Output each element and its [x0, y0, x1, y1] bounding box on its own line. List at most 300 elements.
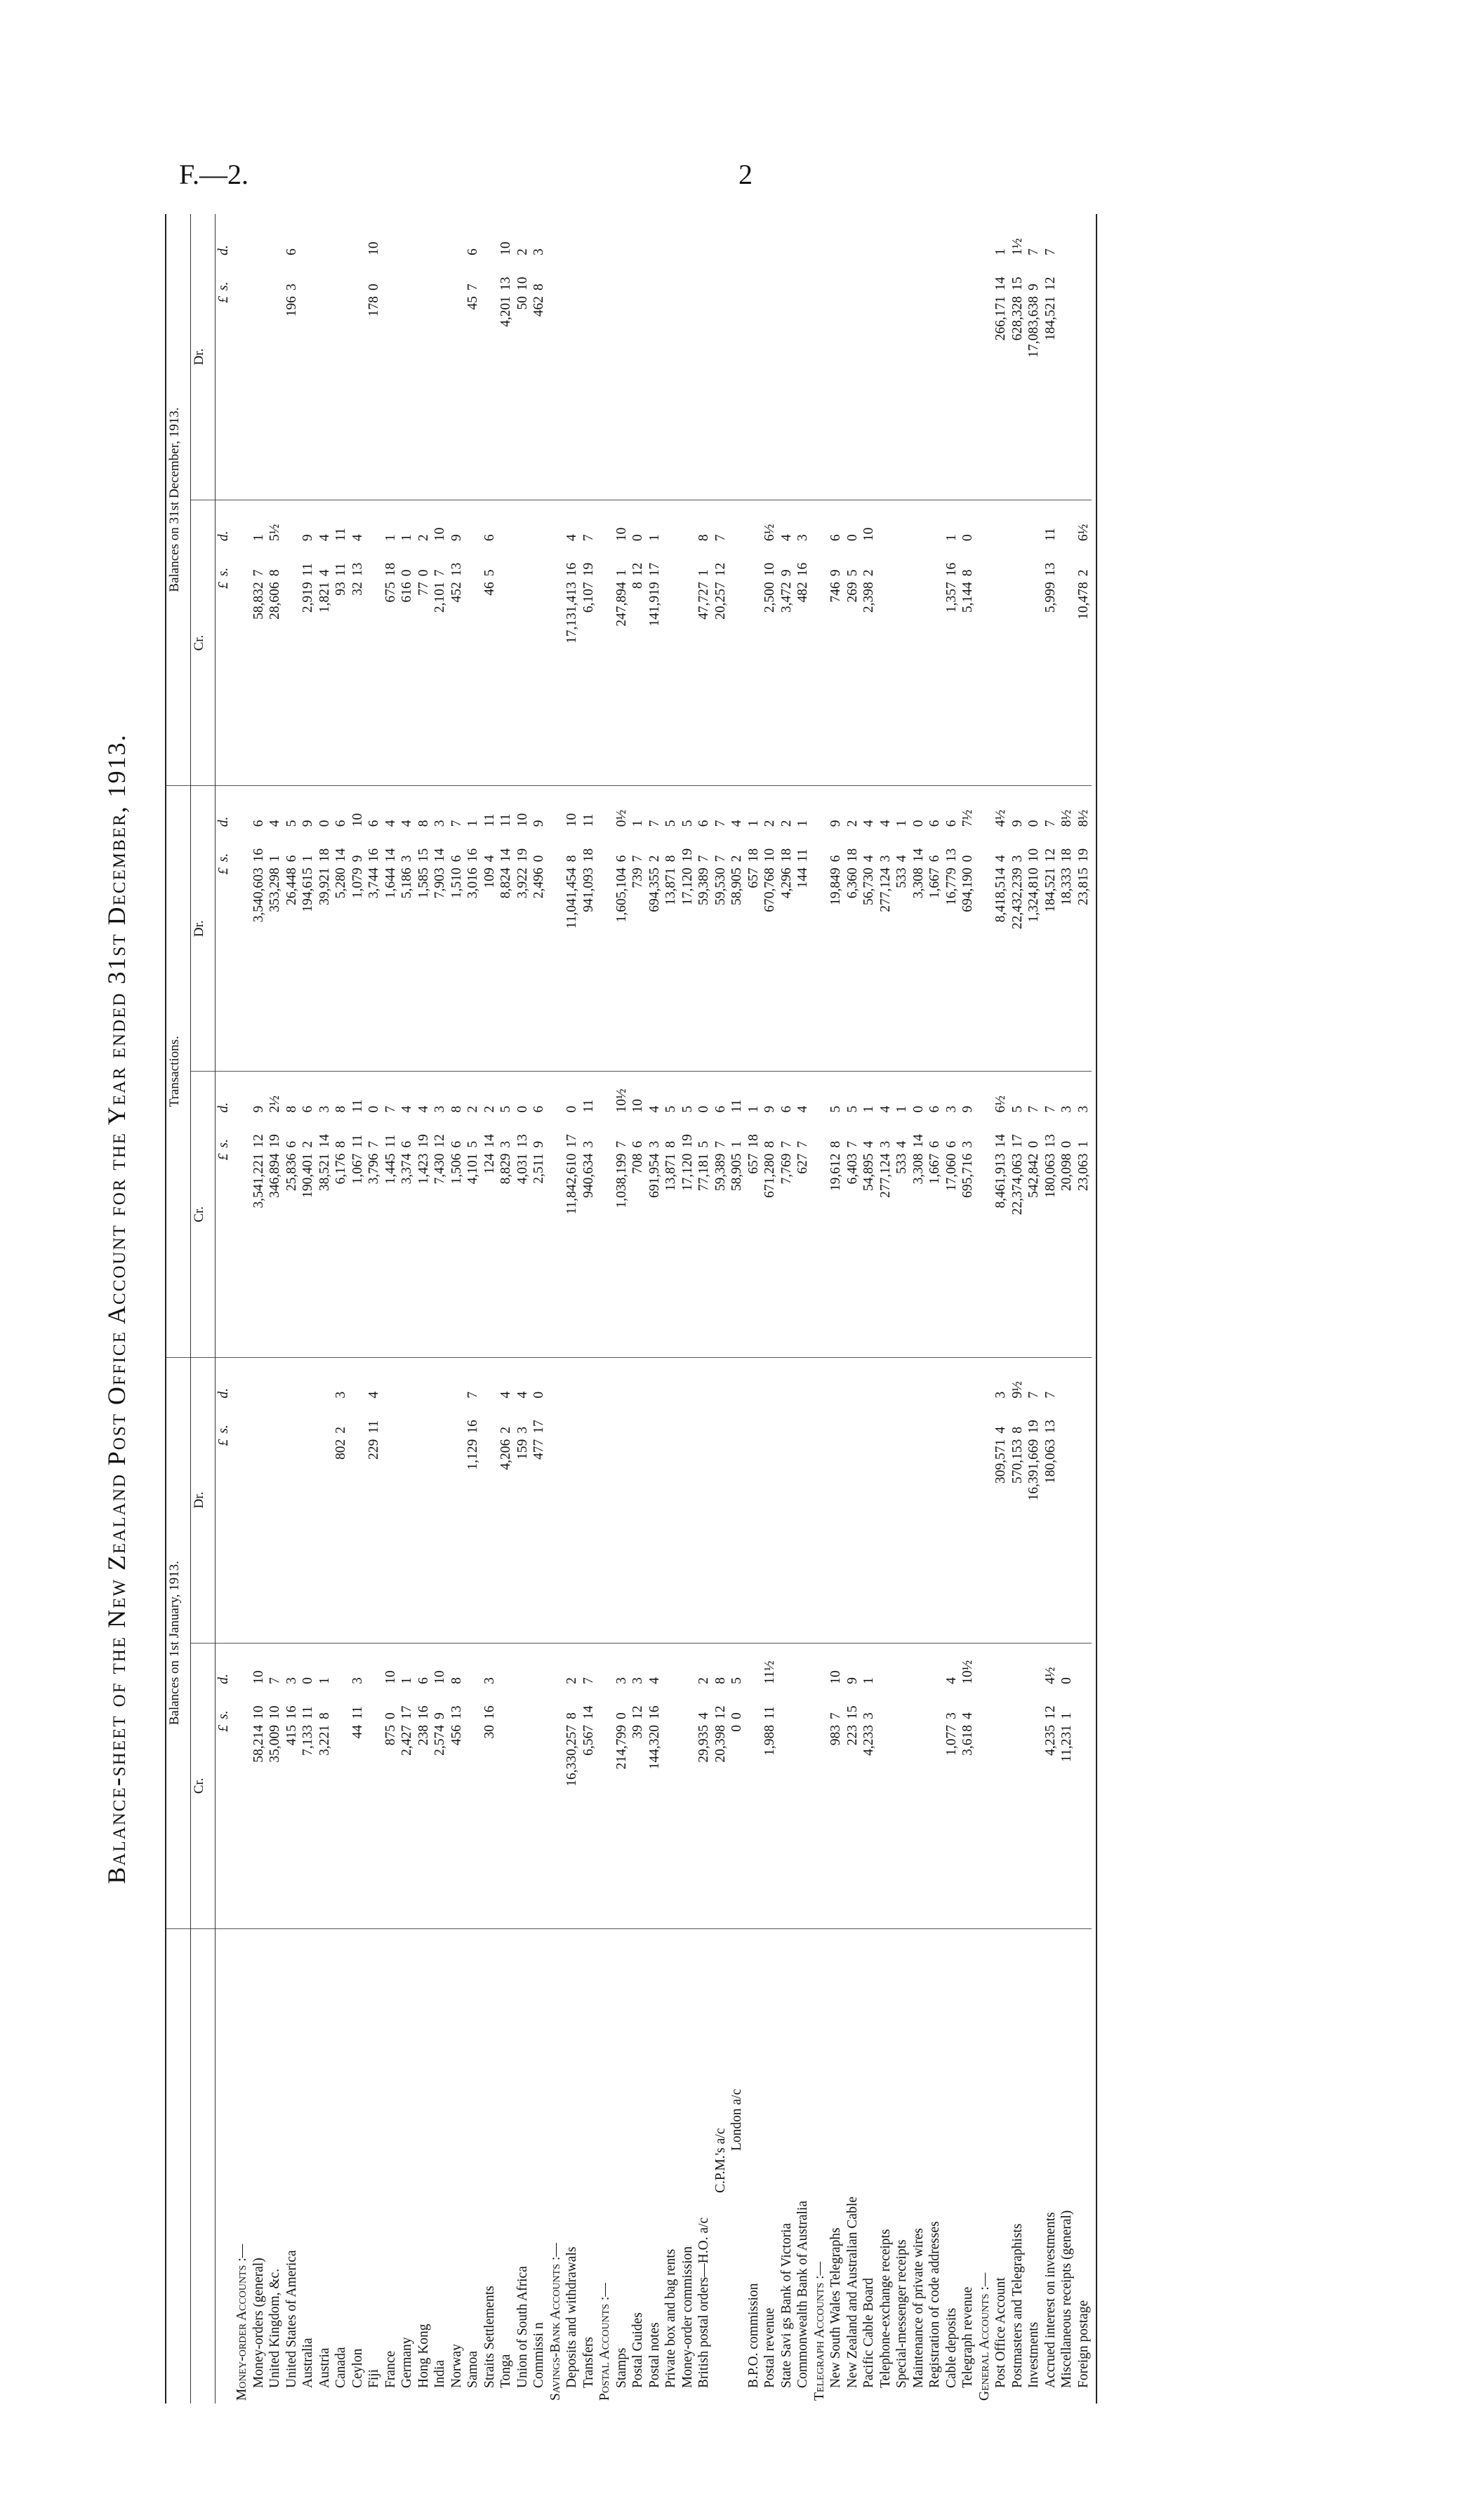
unit-pounds: £ — [216, 293, 234, 500]
amount-pounds — [663, 1722, 680, 1928]
amount-pence: 11 — [581, 1099, 596, 1113]
amount-shillings — [746, 1401, 762, 1436]
amount-pounds — [548, 865, 564, 1071]
amount-shillings — [1009, 544, 1026, 579]
amount-pence: 4 — [267, 820, 282, 827]
amount-pounds: 1,605,104 — [614, 865, 630, 1071]
amount-shillings — [317, 258, 333, 293]
amount-shillings: 0 — [960, 855, 975, 862]
amount-pence: 4 — [399, 820, 414, 827]
amount-shillings — [713, 258, 729, 293]
amount-pence — [663, 1357, 680, 1401]
amount-pounds: 17,083,638 — [1026, 293, 1042, 500]
table-row — [333, 214, 350, 2404]
amount-pence — [976, 214, 993, 258]
amount-pence: 10½ — [614, 1088, 629, 1113]
amount-shillings: 3 — [1009, 855, 1025, 862]
amount-shillings — [927, 1687, 943, 1722]
amount-pence — [614, 1357, 630, 1401]
amount-shillings: 17 — [564, 1134, 579, 1148]
amount-shillings — [1075, 1401, 1092, 1436]
amount-pounds: 670,768 — [762, 865, 779, 1071]
amount-pence: 3 — [630, 1677, 645, 1684]
amount-pence — [1075, 214, 1092, 258]
amount-pounds — [234, 293, 251, 500]
table-row — [1075, 214, 1092, 2404]
amount-shillings — [383, 258, 399, 293]
amount-shillings — [943, 258, 960, 293]
amount-pence — [680, 1643, 696, 1687]
amount-pounds: 56,730 — [861, 865, 877, 1071]
amount-pounds — [993, 1722, 1009, 1928]
row-label: Miscellaneous receipts (general) — [1059, 2210, 1074, 2388]
amount-pence — [894, 1643, 910, 1687]
amount-pence — [779, 1643, 795, 1687]
amount-pounds: 5,280 — [333, 865, 350, 1071]
amount-pence: 4 — [564, 534, 579, 542]
amount-shillings — [597, 1401, 614, 1436]
amount-pounds — [828, 1436, 844, 1643]
amount-pence — [366, 1643, 383, 1687]
amount-shillings: 10 — [1026, 848, 1041, 862]
amount-pence: 1 — [993, 248, 1008, 255]
amount-pounds: 8,418,514 — [993, 865, 1009, 1071]
table-row — [465, 214, 482, 2404]
amount-pounds — [663, 293, 680, 500]
amount-pence: 6 — [713, 1105, 728, 1113]
amount-pence: 10½ — [960, 1660, 975, 1684]
col-header-opening-dr: Dr. — [191, 1357, 216, 1643]
amount-pounds: 3,016 — [465, 865, 482, 1071]
amount-pence: 1 — [746, 1105, 761, 1113]
amount-pence: 6 — [927, 820, 942, 827]
amount-shillings — [432, 1401, 449, 1436]
amount-shillings: 8 — [1009, 1427, 1025, 1434]
col-header-closing-cr: Cr. — [191, 500, 216, 785]
amount-shillings: 10 — [762, 562, 777, 577]
amount-pounds — [597, 579, 614, 785]
amount-pence: 5½ — [267, 524, 282, 542]
amount-pounds — [647, 1436, 663, 1643]
amount-pence: 9½ — [1009, 1381, 1025, 1399]
row-label: Private box and bag rents — [663, 2248, 678, 2388]
amount-pence — [993, 1643, 1009, 1687]
amount-shillings: 14 — [581, 1705, 596, 1719]
amount-shillings: 3 — [581, 1140, 596, 1148]
amount-pounds — [828, 293, 844, 500]
amount-shillings — [482, 258, 498, 293]
amount-pence — [383, 214, 399, 258]
row-label: B.P.O. commission — [746, 2283, 761, 2388]
amount-pence: 3 — [1075, 1105, 1091, 1113]
amount-pence: 9 — [251, 1105, 266, 1113]
balance-table — [165, 214, 1097, 2404]
amount-shillings: 8 — [663, 1140, 678, 1148]
unit-shillings: s. — [216, 1425, 231, 1434]
amount-pence — [779, 214, 795, 258]
amount-shillings: 4 — [993, 855, 1008, 862]
amount-shillings — [910, 544, 927, 579]
amount-pounds: 3,922 — [515, 865, 531, 1071]
amount-shillings — [449, 1401, 465, 1436]
amount-pence: 7 — [581, 1677, 596, 1684]
amount-shillings: 12 — [432, 1134, 447, 1148]
amount-pounds — [927, 1722, 943, 1928]
amount-pence — [811, 1357, 828, 1401]
amount-shillings — [927, 1401, 943, 1436]
amount-pence: 7 — [383, 1105, 398, 1113]
amount-shillings — [696, 1401, 713, 1436]
amount-shillings: 4 — [861, 1140, 876, 1148]
amount-pounds — [251, 1436, 267, 1643]
section-heading: Telegraph Accounts :— — [811, 2261, 827, 2401]
amount-shillings: 8 — [762, 1140, 777, 1148]
amount-pence: 7 — [713, 534, 728, 542]
amount-pence — [746, 1643, 762, 1687]
amount-pence — [976, 786, 993, 830]
amount-shillings: 14 — [498, 848, 513, 862]
amount-shillings: 12 — [630, 562, 645, 577]
amount-shillings — [597, 1687, 614, 1722]
amount-pence — [581, 1357, 597, 1401]
amount-shillings — [779, 1401, 795, 1436]
amount-pounds — [614, 1436, 630, 1643]
table-row — [877, 214, 894, 2404]
amount-pounds: 1,357 — [943, 579, 960, 785]
amount-shillings: 7 — [465, 284, 480, 291]
amount-pence — [729, 1357, 746, 1401]
amount-pence — [828, 214, 844, 258]
row-label: Norway — [449, 2344, 464, 2388]
unit-shillings: s. — [216, 1710, 231, 1719]
amount-pence: 0 — [1026, 820, 1041, 827]
amount-shillings: 13 — [943, 848, 959, 862]
amount-pounds: 77,181 — [696, 1151, 713, 1357]
amount-shillings — [910, 1401, 927, 1436]
amount-pounds: 2,101 — [432, 579, 449, 785]
amount-shillings — [581, 1401, 597, 1436]
table-row — [284, 214, 300, 2404]
amount-pence: 9 — [828, 820, 843, 827]
amount-pence: 11 — [1042, 528, 1058, 542]
amount-shillings: 10 — [267, 1705, 282, 1719]
amount-pence: 8 — [416, 820, 431, 827]
amount-pounds: 194,615 — [300, 865, 317, 1071]
amount-pounds: 19,612 — [828, 1151, 844, 1357]
amount-pence — [713, 1357, 729, 1401]
amount-pence — [234, 214, 251, 258]
amount-shillings: 3 — [943, 1712, 959, 1719]
amount-pence: 10 — [366, 241, 381, 255]
amount-shillings — [811, 1401, 828, 1436]
amount-pounds — [234, 1151, 251, 1357]
amount-shillings — [531, 1687, 548, 1722]
amount-pence — [515, 500, 531, 544]
amount-pounds — [960, 1436, 976, 1643]
amount-shillings: 0 — [399, 569, 414, 577]
amount-shillings — [581, 258, 597, 293]
amount-pounds — [333, 293, 350, 500]
amount-shillings: 13 — [1042, 562, 1058, 577]
amount-pence — [251, 1357, 267, 1401]
group-header-transactions: Transactions. — [166, 786, 191, 1357]
amount-shillings — [251, 258, 267, 293]
amount-pence — [1026, 1643, 1042, 1687]
amount-shillings: 17 — [647, 562, 662, 577]
amount-pence — [943, 214, 960, 258]
amount-pounds: 2,919 — [300, 579, 317, 785]
amount-pounds: 1,510 — [449, 865, 465, 1071]
amount-pounds: 59,530 — [713, 865, 729, 1071]
row-label: Union of South Africa — [515, 2266, 530, 2388]
amount-pence — [1059, 500, 1075, 544]
table-row — [746, 214, 762, 2404]
amount-pounds — [234, 1722, 251, 1928]
amount-pounds: 802 — [333, 1436, 350, 1643]
amount-pence — [482, 1357, 498, 1401]
amount-pence: 4 — [366, 1391, 381, 1399]
amount-pounds: 694,355 — [647, 865, 663, 1071]
row-label: Accrued interest on investments — [1042, 2212, 1058, 2388]
amount-pence: 9 — [449, 534, 464, 542]
amount-shillings — [844, 258, 861, 293]
amount-shillings — [779, 258, 795, 293]
unit-shillings: s. — [216, 1139, 231, 1148]
amount-pounds — [614, 293, 630, 500]
amount-pence — [976, 1357, 993, 1401]
amount-pounds: 39 — [630, 1722, 647, 1928]
amount-pence: 1 — [861, 1677, 876, 1684]
amount-shillings: 13 — [1042, 1420, 1058, 1434]
amount-shillings — [976, 258, 993, 293]
amount-pounds — [432, 293, 449, 500]
amount-shillings — [663, 544, 680, 579]
table-row — [680, 214, 696, 2404]
amount-pence: 7½ — [960, 809, 975, 827]
amount-shillings: 4 — [894, 1140, 909, 1148]
amount-shillings: 2 — [498, 1427, 513, 1434]
amount-pence: 4 — [647, 1105, 662, 1113]
amount-pence: 2 — [465, 1105, 480, 1113]
amount-pounds — [1026, 1722, 1042, 1928]
amount-shillings: 13 — [449, 562, 464, 577]
amount-pence — [746, 214, 762, 258]
amount-shillings: 19 — [1026, 1420, 1041, 1434]
amount-pence: 4 — [383, 820, 398, 827]
amount-pounds: 23,815 — [1075, 865, 1092, 1071]
amount-pounds: 17,131,413 — [564, 579, 581, 785]
amount-pounds: 2,427 — [399, 1722, 416, 1928]
amount-pence — [548, 1357, 564, 1401]
amount-shillings — [234, 1401, 251, 1436]
amount-shillings: 0 — [366, 284, 381, 291]
table-row — [663, 214, 680, 2404]
amount-pounds — [1059, 293, 1075, 500]
amount-pounds: 3,221 — [317, 1722, 333, 1928]
amount-shillings — [1059, 1401, 1075, 1436]
table-row — [1042, 214, 1059, 2404]
amount-pounds — [531, 579, 548, 785]
amount-shillings — [531, 544, 548, 579]
amount-pounds: 1,445 — [383, 1151, 399, 1357]
amount-pence — [251, 214, 267, 258]
amount-pence: 6 — [943, 820, 959, 827]
amount-pence — [564, 1357, 581, 1401]
amount-pounds — [597, 1722, 614, 1928]
amount-pence: 7 — [713, 820, 728, 827]
amount-shillings: 6 — [449, 855, 464, 862]
amount-pence — [993, 500, 1009, 544]
amount-pounds: 695,716 — [960, 1151, 976, 1357]
amount-pounds: 16,330,257 — [564, 1722, 581, 1928]
amount-pence: 7 — [581, 534, 596, 542]
amount-pounds — [910, 1722, 927, 1928]
amount-pounds: 124 — [482, 1151, 498, 1357]
amount-pence: 4½ — [1042, 1667, 1058, 1684]
amount-shillings — [399, 1401, 416, 1436]
amount-shillings: 1 — [300, 855, 315, 862]
amount-pounds — [416, 1436, 432, 1643]
amount-shillings — [317, 1401, 333, 1436]
amount-shillings: 18 — [317, 848, 332, 862]
row-label: India — [432, 2359, 447, 2388]
row-label: Samoa — [465, 2350, 480, 2388]
amount-pounds — [729, 293, 746, 500]
row-label: Canada — [333, 2347, 348, 2388]
amount-shillings: 7 — [614, 1140, 629, 1148]
amount-pence — [910, 214, 927, 258]
amount-pence — [234, 1357, 251, 1401]
amount-pence — [564, 214, 581, 258]
amount-pounds: 616 — [399, 579, 416, 785]
amount-pounds: 8,461,913 — [993, 1151, 1009, 1357]
amount-pounds — [795, 1722, 811, 1928]
amount-shillings — [779, 1687, 795, 1722]
amount-pence — [663, 1643, 680, 1687]
amount-pence: 6 — [927, 1105, 942, 1113]
amount-shillings — [548, 1687, 564, 1722]
amount-pence — [597, 214, 614, 258]
amount-shillings: 5 — [465, 1140, 480, 1148]
amount-pounds: 29,935 — [696, 1722, 713, 1928]
amount-shillings — [861, 258, 877, 293]
amount-pounds — [267, 293, 284, 500]
amount-pounds — [680, 579, 696, 785]
amount-pounds — [811, 1151, 828, 1357]
amount-pence: 11 — [333, 528, 348, 542]
amount-pounds — [548, 1151, 564, 1357]
amount-shillings — [877, 1401, 894, 1436]
amount-pence — [531, 500, 548, 544]
amount-pounds — [877, 293, 894, 500]
amount-shillings — [267, 258, 284, 293]
col-header-opening-cr: Cr. — [191, 1643, 216, 1928]
table-row — [713, 214, 729, 2404]
row-label: Pacific Cable Board — [861, 2277, 876, 2388]
amount-pence — [861, 214, 877, 258]
amount-shillings — [1075, 1687, 1092, 1722]
amount-pounds — [366, 1722, 383, 1928]
row-label: Stamps — [614, 2347, 629, 2388]
amount-pounds — [564, 293, 581, 500]
amount-shillings: 1 — [1059, 1712, 1074, 1719]
amount-pence — [844, 214, 861, 258]
amount-shillings — [976, 829, 993, 865]
amount-shillings: 14 — [993, 1134, 1008, 1148]
amount-pence: 0 — [515, 1105, 530, 1113]
amount-pounds: 47,727 — [696, 579, 713, 785]
amount-pounds: 1,129 — [465, 1436, 482, 1643]
amount-pounds — [333, 1722, 350, 1928]
amount-shillings — [234, 829, 251, 865]
amount-pence: 9 — [1009, 820, 1025, 827]
amount-shillings: 17 — [399, 1705, 414, 1719]
amount-pence: 5 — [680, 820, 695, 827]
amount-pounds: 18,333 — [1059, 865, 1075, 1071]
amount-pence: 1 — [251, 534, 266, 542]
amount-pounds: 1,644 — [383, 865, 399, 1071]
amount-pounds — [581, 1436, 597, 1643]
amount-shillings — [548, 1115, 564, 1150]
page-title: Balance-sheet of the New Zealand Post Office Account for the Year ended 31st December, 1913. — [102, 733, 131, 1884]
amount-pounds: 11,041,454 — [564, 865, 581, 1071]
amount-pounds — [548, 1436, 564, 1643]
amount-shillings — [877, 1687, 894, 1722]
amount-pence: 10 — [614, 527, 629, 542]
amount-shillings — [729, 258, 746, 293]
amount-shillings: 0 — [1026, 1140, 1041, 1148]
amount-pounds: 17,120 — [680, 865, 696, 1071]
amount-pounds: 1,067 — [350, 1151, 366, 1357]
amount-shillings: 12 — [630, 1705, 645, 1719]
amount-pounds: 25,836 — [284, 1151, 300, 1357]
row-label: Telegraph revenue — [960, 2286, 975, 2388]
amount-pence: 7 — [267, 1677, 282, 1684]
amount-pence: 9 — [960, 1105, 975, 1113]
amount-shillings: 16 — [284, 1705, 299, 1719]
unit-pounds: £ — [216, 579, 234, 785]
amount-shillings: 19 — [680, 1134, 695, 1148]
amount-pence — [729, 214, 746, 258]
amount-pounds: 570,153 — [1009, 1436, 1026, 1643]
amount-pence: 1 — [894, 1105, 909, 1113]
amount-shillings — [416, 258, 432, 293]
label-header-blank — [166, 1928, 191, 2404]
amount-shillings — [828, 258, 844, 293]
amount-shillings: 9 — [350, 855, 365, 862]
row-label: Postal revenue — [762, 2307, 777, 2388]
amount-shillings — [251, 1401, 267, 1436]
amount-pounds — [779, 1722, 795, 1928]
table-row — [910, 214, 927, 2404]
amount-pounds — [1009, 1722, 1026, 1928]
amount-pence: 6 — [779, 1105, 794, 1113]
row-label: Commissi n — [531, 2322, 546, 2388]
amount-pence — [943, 1357, 960, 1401]
amount-pounds: 17,060 — [943, 1151, 960, 1357]
amount-pence: 7 — [1026, 1105, 1041, 1113]
section-row — [811, 214, 828, 2404]
amount-pounds — [779, 293, 795, 500]
amount-pence — [779, 1357, 795, 1401]
amount-pounds: 2,511 — [531, 1151, 548, 1357]
amount-pounds: 1,667 — [927, 865, 943, 1071]
amount-pence: 1 — [630, 820, 645, 827]
amount-shillings: 17 — [531, 1420, 546, 1434]
amount-pounds — [465, 1722, 482, 1928]
amount-shillings — [729, 544, 746, 579]
amount-pounds: 675 — [383, 579, 399, 785]
